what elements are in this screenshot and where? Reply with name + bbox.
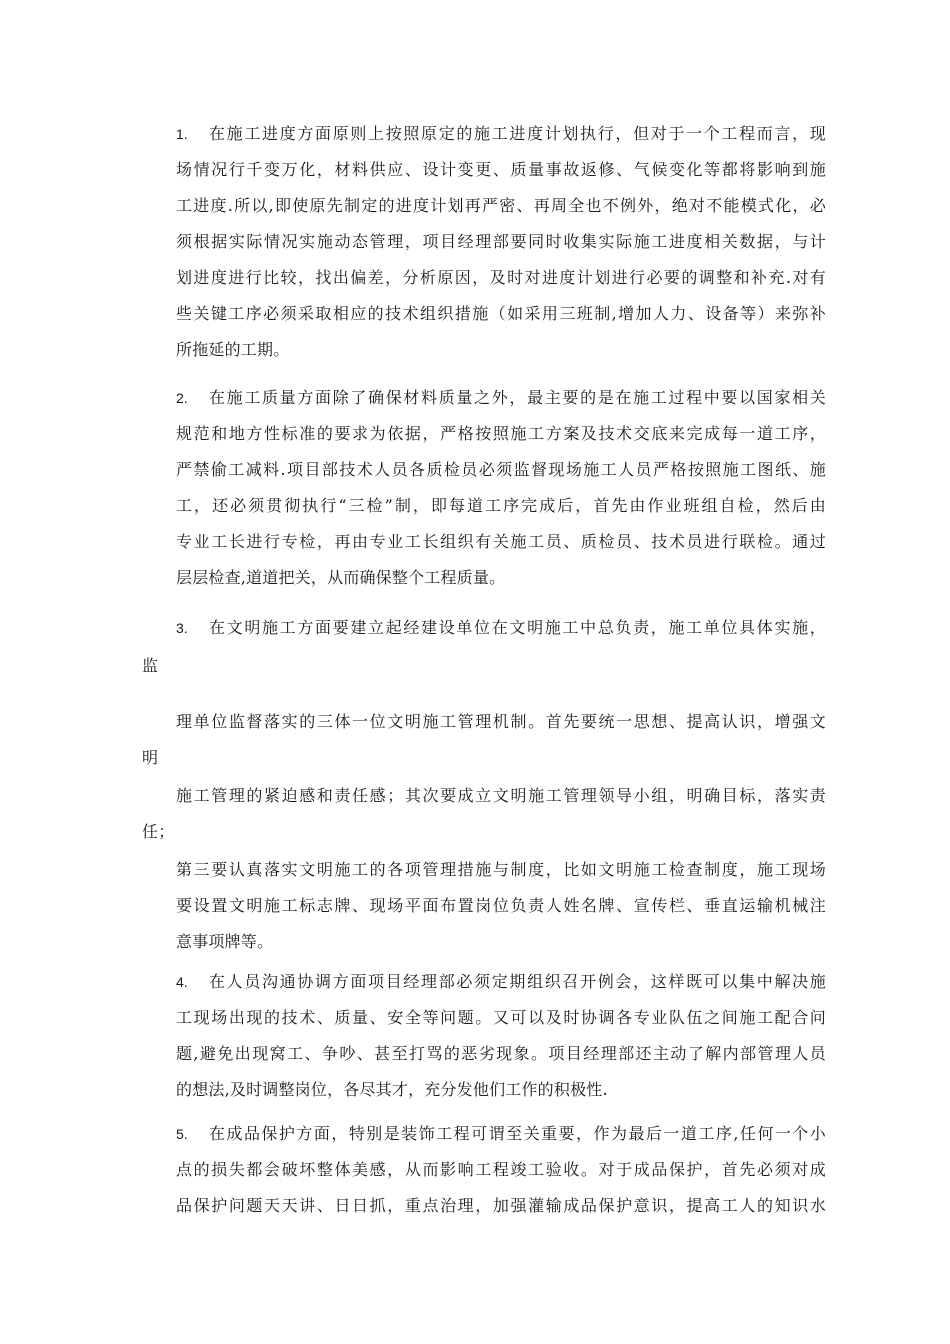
paragraph-line: 理单位监督落实的三体一位文明施工管理机制。首先要统一思想、提高认识，增强文 bbox=[176, 712, 826, 731]
item-number: 1. bbox=[176, 126, 188, 142]
item-number: 3. bbox=[176, 620, 188, 636]
paragraph-line: 监 bbox=[142, 656, 159, 675]
paragraph-line: 规范和地方性标准的要求为依据，严格按照施工方案及技术交底来完成每一道工序， bbox=[176, 424, 826, 443]
paragraph-line: 明 bbox=[142, 748, 159, 767]
paragraph-line: 工，还必须贯彻执行“三检”制，即每道工序完成后，首先由作业班组自检，然后由 bbox=[176, 496, 826, 515]
paragraph-line: 任； bbox=[142, 822, 175, 841]
paragraph-line: 场情况行千变万化，材料供应、设计变更、质量事故返修、气候变化等都将影响到施 bbox=[176, 160, 826, 179]
paragraph-line: 工进度.所以,即使原先制定的进度计划再严密、再周全也不例外，绝对不能模式化，必 bbox=[176, 196, 826, 215]
paragraph-line: 些关键工序必须采取相应的技术组织措施（如采用三班制,增加人力、设备等）来弥补 bbox=[176, 304, 826, 323]
item-number: 5. bbox=[176, 1126, 188, 1142]
paragraph-line: 第三要认真落实文明施工的各项管理措施与制度，比如文明施工检查制度，施工现场 bbox=[176, 860, 826, 879]
paragraph-line: 层层检查,道道把关，从而确保整个工程质量。 bbox=[176, 568, 506, 587]
paragraph-line: 品保护问题天天讲、日日抓，重点治理，加强灌输成品保护意识，提高工人的知识水 bbox=[176, 1196, 826, 1215]
paragraph-line: 专业工长进行专检，再由专业工长组织有关施工员、质检员、技术员进行联检。通过 bbox=[176, 532, 826, 551]
paragraph-line: 在文明施工方面要建立起经建设单位在文明施工中总负责，施工单位具体实施， bbox=[209, 618, 826, 637]
paragraph-line: 的想法,及时调整岗位，各尽其才，充分发他们工作的积极性. bbox=[176, 1080, 608, 1099]
paragraph-line: 施工管理的紧迫感和责任感；其次要成立文明施工管理领导小组，明确目标，落实责 bbox=[176, 786, 826, 805]
paragraph-line: 在施工进度方面原则上按照原定的施工进度计划执行，但对于一个工程而言，现 bbox=[209, 124, 826, 143]
item-number: 2. bbox=[176, 390, 188, 406]
paragraph-line: 在施工质量方面除了确保材料质量之外，最主要的是在施工过程中要以国家相关 bbox=[209, 388, 826, 407]
item-number: 4. bbox=[176, 974, 188, 990]
paragraph-line: 在人员沟通协调方面项目经理部必须定期组织召开例会，这样既可以集中解决施 bbox=[209, 972, 826, 991]
paragraph-line: 要设置文明施工标志牌、现场平面布置岗位负责人姓名牌、宣传栏、垂直运输机械注 bbox=[176, 896, 826, 915]
paragraph-line: 工现场出现的技术、质量、安全等问题。又可以及时协调各专业队伍之间施工配合问 bbox=[176, 1008, 826, 1027]
paragraph-line: 所拖延的工期。 bbox=[176, 340, 290, 359]
paragraph-line: 意事项牌等。 bbox=[176, 932, 274, 951]
paragraph-line: 点的损失都会破坏整体美感，从而影响工程竣工验收。对于成品保护，首先必须对成 bbox=[176, 1160, 826, 1179]
paragraph-line: 严禁偷工减料.项目部技术人员各质检员必须监督现场施工人员严格按照施工图纸、施 bbox=[176, 460, 826, 479]
paragraph-line: 划进度进行比较，找出偏差，分析原因，及时对进度计划进行必要的调整和补充.对有 bbox=[176, 268, 826, 287]
paragraph-line: 题,避免出现窝工、争吵、甚至打骂的恶劣现象。项目经理部还主动了解内部管理人员 bbox=[176, 1044, 826, 1063]
paragraph-line: 须根据实际情况实施动态管理，项目经理部要同时收集实际施工进度相关数据，与计 bbox=[176, 232, 826, 251]
paragraph-line: 在成品保护方面，特别是装饰工程可谓至关重要，作为最后一道工序,任何一个小 bbox=[209, 1124, 826, 1143]
